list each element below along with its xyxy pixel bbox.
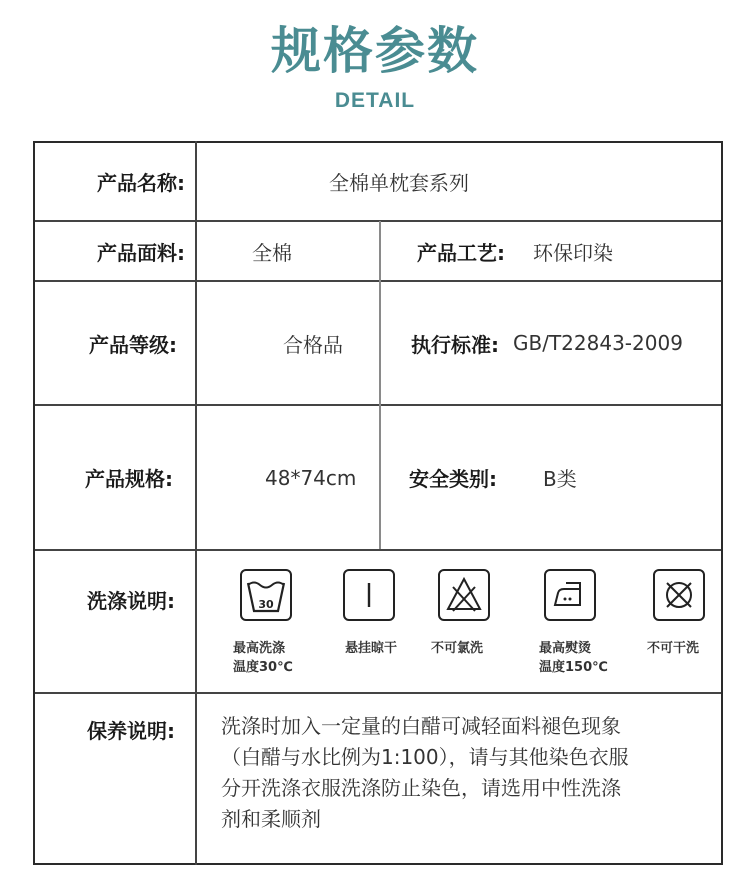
grade-value: 合格品 (283, 332, 343, 357)
no-dry-clean-icon (653, 569, 705, 621)
craft-cell (381, 222, 723, 280)
care-line: 分开洗涤衣服洗涤防止染色，请选用中性洗涤 (221, 776, 621, 800)
iron-150-label: 最高熨烫 温度150℃ (539, 641, 608, 675)
hang-dry-label: 悬挂晾干 (345, 641, 398, 656)
fabric-value-cell (197, 222, 379, 280)
size-label-cell (35, 406, 195, 549)
hang-dry-icon (343, 569, 395, 621)
craft-label: 产品工艺: (417, 240, 505, 265)
no-bleach-label: 不可氯洗 (431, 641, 484, 656)
standard-cell (381, 282, 723, 404)
safety-label: 安全类别: (409, 467, 497, 491)
wash-30-icon (240, 569, 292, 621)
wash-temperature-badge: 30 (258, 598, 274, 611)
care-line: 洗涤时加入一定量的白醋可减轻面料褪色现象 (221, 714, 621, 738)
craft-value: 环保印染 (533, 240, 613, 265)
care-line: 剂和柔顺剂 (221, 807, 321, 831)
size-value: 48*74cm (265, 465, 357, 490)
grade-label-cell (35, 282, 195, 404)
page-title: 规格参数 (271, 22, 479, 80)
name-value-cell (197, 143, 723, 220)
grade-label: 产品等级: (89, 332, 177, 357)
wash-30-label: 最高洗涤 温度30℃ (233, 641, 293, 675)
size-label: 产品规格: (85, 467, 173, 491)
fabric-label-cell (35, 222, 195, 280)
fabric-value: 全棉 (252, 240, 292, 265)
care-label: 保养说明: (87, 718, 175, 743)
no-bleach-icon (438, 569, 490, 621)
size-value-cell (197, 406, 379, 549)
washing-label-cell (35, 551, 195, 647)
name-label: 产品名称: (97, 171, 185, 195)
standard-value: GB/T22843-2009 (513, 331, 683, 355)
care-instructions (221, 711, 701, 835)
no-dry-clean-label: 不可干洗 (647, 641, 700, 656)
spec-table (33, 141, 723, 865)
care-line: （白醋与水比例为1:100），请与其他染色衣服 (221, 745, 629, 769)
safety-value: B类 (543, 467, 577, 491)
standard-label: 执行标准: (411, 332, 499, 357)
fabric-label: 产品面料: (97, 240, 185, 265)
iron-150-icon (544, 569, 596, 621)
care-label-cell (35, 694, 195, 764)
safety-cell (381, 406, 723, 549)
washing-label: 洗涤说明: (87, 588, 175, 613)
grade-value-cell (197, 282, 379, 404)
page-subtitle: DETAIL (334, 89, 416, 112)
name-value: 全棉单枕套系列 (329, 171, 469, 195)
name-label-cell (35, 143, 195, 220)
